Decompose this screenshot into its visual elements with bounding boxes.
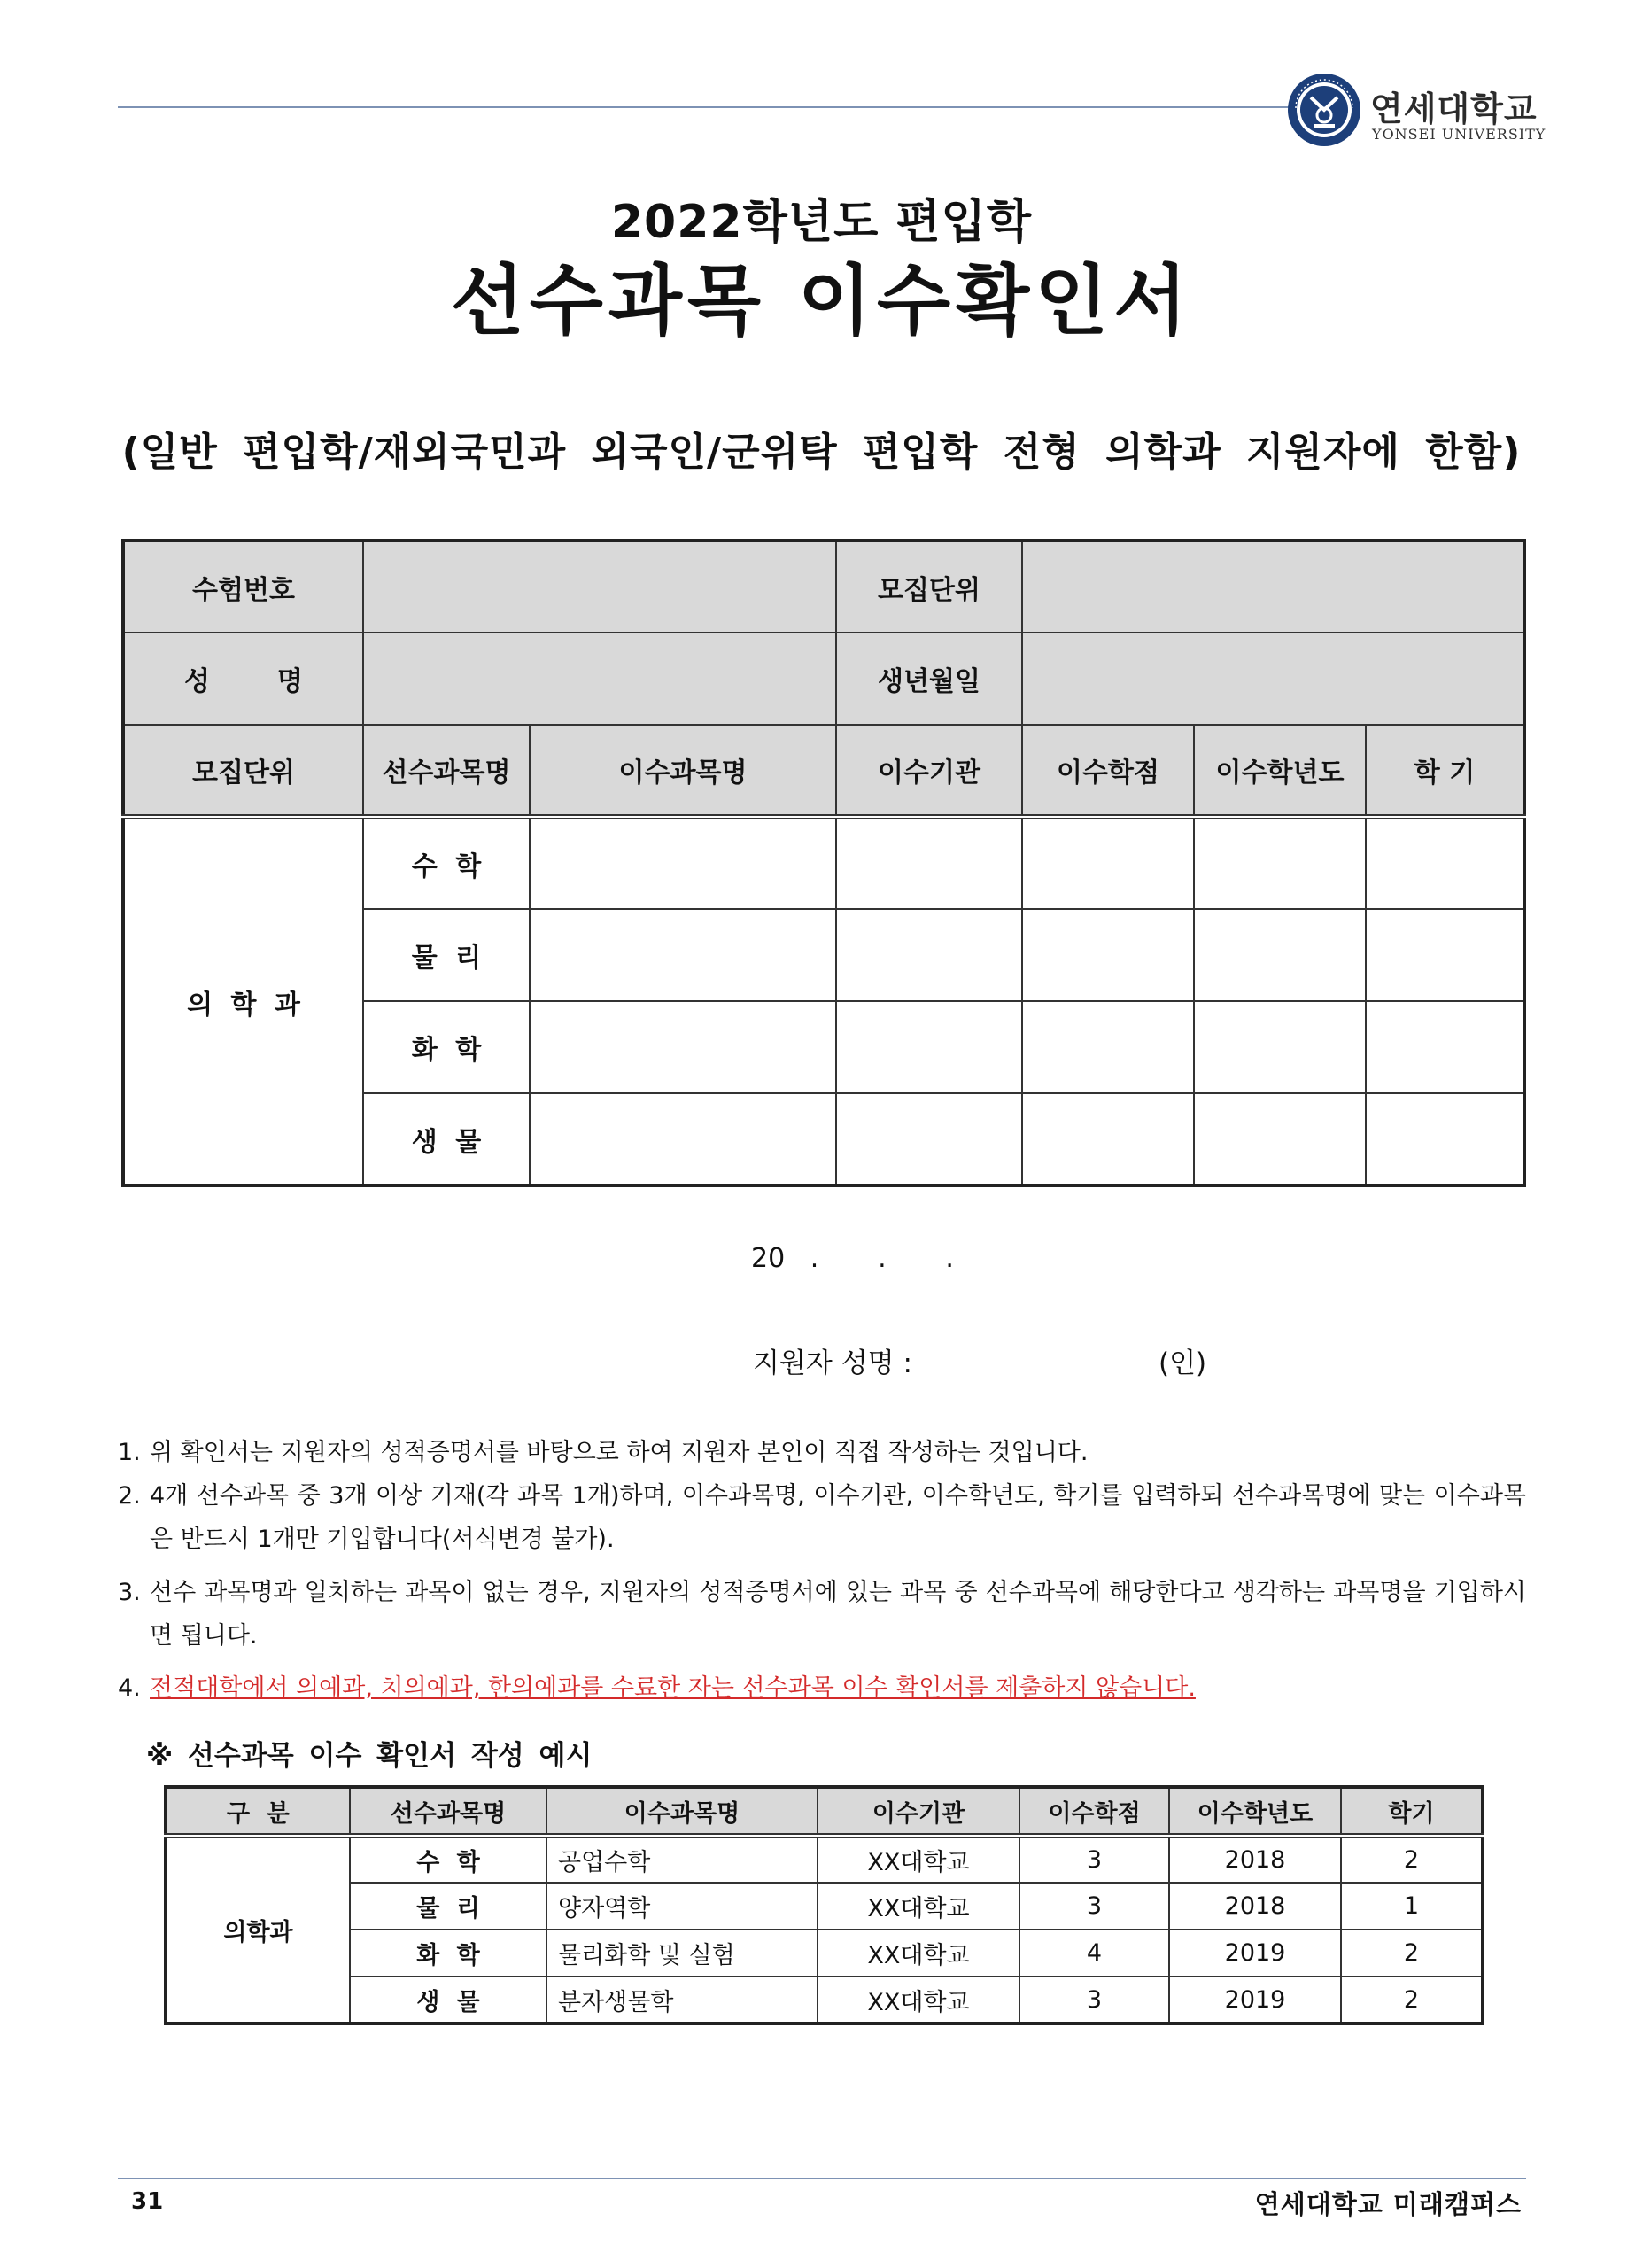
university-name: 연세대학교 — [1370, 89, 1538, 128]
label-name-part2: 명 — [277, 666, 303, 697]
example-year: 2018 — [1169, 1836, 1341, 1883]
note-number: 2. — [118, 1482, 141, 1510]
form-row-name — [123, 633, 1524, 725]
table-row — [166, 1836, 1483, 1883]
year-field[interactable] — [1194, 909, 1366, 1001]
table-row — [166, 1883, 1483, 1930]
credits-field[interactable] — [1022, 909, 1194, 1001]
example-col-year: 이수학년도 — [1169, 1787, 1341, 1836]
table-row — [166, 1930, 1483, 1977]
label-recruit-unit: 모집단위 — [836, 540, 1022, 633]
example-table — [164, 1785, 1484, 2025]
note-3 — [118, 1571, 1526, 1658]
example-credits: 3 — [1019, 1836, 1169, 1883]
institution-field[interactable] — [836, 1093, 1022, 1185]
note-text-warning: 전적대학에서 의예과, 치의예과, 한의예과를 수료한 자는 선수과목 이수 확인서를 제출하지 않습니다. — [150, 1674, 1196, 1702]
note-4-warning — [118, 1666, 1526, 1710]
form-column-header — [123, 725, 1524, 817]
example-course: 공업수학 — [546, 1836, 818, 1883]
subject-chemistry: 화 학 — [363, 1001, 530, 1093]
note-text: 4개 선수과목 중 3개 이상 기재(각 과목 1개)하며, 이수과목명, 이수기관, 이수학년도, 학기를 입력하되 선수과목명에 맞는 이수과목은 반드시 1개만 기입합니다(서식변경 불가). — [150, 1482, 1526, 1553]
label-birthdate: 생년월일 — [836, 633, 1022, 725]
example-course: 물리화학 및 실험 — [546, 1930, 818, 1977]
example-semester: 2 — [1341, 1977, 1483, 2023]
subject-math: 수 학 — [363, 817, 530, 909]
recruit-unit-field[interactable] — [1022, 540, 1524, 633]
example-course: 분자생물학 — [546, 1977, 818, 2023]
col-institution: 이수기관 — [836, 725, 1022, 817]
example-year: 2019 — [1169, 1977, 1341, 2023]
date-line[interactable]: 20 . . . — [751, 1243, 954, 1274]
page-number: 31 — [131, 2188, 164, 2215]
col-credits: 이수학점 — [1022, 725, 1194, 817]
example-institution: XX대학교 — [818, 1977, 1019, 2023]
university-seal-logo — [1287, 73, 1361, 147]
name-field[interactable] — [363, 633, 836, 725]
note-2 — [118, 1474, 1526, 1561]
seal-mark: (인) — [1159, 1348, 1207, 1379]
example-credits: 3 — [1019, 1977, 1169, 2023]
page-title: 선수과목 이수확인서 — [450, 257, 1193, 346]
title-year: 2022학년도 편입학 — [610, 196, 1033, 249]
course-name-field[interactable] — [530, 1001, 836, 1093]
example-subject: 생 물 — [350, 1977, 546, 2023]
department-cell: 의 학 과 — [123, 817, 363, 1185]
institution-field[interactable] — [836, 909, 1022, 1001]
semester-field[interactable] — [1366, 1093, 1524, 1185]
exam-number-field[interactable] — [363, 540, 836, 633]
course-name-field[interactable] — [530, 1093, 836, 1185]
subject-physics: 물 리 — [363, 909, 530, 1001]
col-semester: 학 기 — [1366, 725, 1524, 817]
col-course-name: 이수과목명 — [530, 725, 836, 817]
example-institution: XX대학교 — [818, 1836, 1019, 1883]
semester-field[interactable] — [1366, 817, 1524, 909]
col-year: 이수학년도 — [1194, 725, 1366, 817]
semester-field[interactable] — [1366, 1001, 1524, 1093]
example-header-row — [166, 1787, 1483, 1836]
table-row — [166, 1977, 1483, 2023]
note-number: 1. — [118, 1439, 141, 1466]
course-name-field[interactable] — [530, 909, 836, 1001]
note-text: 선수 과목명과 일치하는 과목이 없는 경우, 지원자의 성적증명서에 있는 과목 중 선수과목에 해당한다고 생각하는 과목명을 기입하시면 됩니다. — [150, 1579, 1526, 1650]
label-exam-number: 수험번호 — [123, 540, 363, 633]
note-1 — [118, 1431, 1526, 1474]
example-year: 2018 — [1169, 1883, 1341, 1930]
example-semester: 2 — [1341, 1836, 1483, 1883]
footer-rule — [118, 2178, 1526, 2179]
example-col-institution: 이수기관 — [818, 1787, 1019, 1836]
applicant-name-label: 지원자 성명 : — [753, 1348, 912, 1379]
example-credits: 3 — [1019, 1883, 1169, 1930]
example-col-semester: 학기 — [1341, 1787, 1483, 1836]
header-rule — [118, 106, 1289, 108]
year-field[interactable] — [1194, 817, 1366, 909]
institution-field[interactable] — [836, 1001, 1022, 1093]
label-name-part1: 성 — [184, 666, 210, 697]
example-col-prereq: 선수과목명 — [350, 1787, 546, 1836]
example-col-category: 구 분 — [166, 1787, 350, 1836]
footer-campus-name: 연세대학교 미래캠퍼스 — [1254, 2189, 1522, 2219]
form-row-math — [123, 817, 1524, 909]
subject-biology: 생 물 — [363, 1093, 530, 1185]
year-field[interactable] — [1194, 1001, 1366, 1093]
example-subject: 화 학 — [350, 1930, 546, 1977]
credits-field[interactable] — [1022, 1093, 1194, 1185]
example-semester: 2 — [1341, 1930, 1483, 1977]
birthdate-field[interactable] — [1022, 633, 1524, 725]
example-col-credits: 이수학점 — [1019, 1787, 1169, 1836]
example-department: 의학과 — [166, 1836, 350, 2023]
example-credits: 4 — [1019, 1930, 1169, 1977]
note-number: 3. — [118, 1579, 141, 1606]
label-name — [123, 633, 363, 725]
example-title: ※ 선수과목 이수 확인서 작성 예시 — [146, 1740, 593, 1772]
credits-field[interactable] — [1022, 1001, 1194, 1093]
example-subject: 수 학 — [350, 1836, 546, 1883]
example-col-course: 이수과목명 — [546, 1787, 818, 1836]
form-row-exam — [123, 540, 1524, 633]
example-institution: XX대학교 — [818, 1930, 1019, 1977]
example-subject: 물 리 — [350, 1883, 546, 1930]
university-name-en: YONSEI UNIVERSITY — [1372, 126, 1546, 143]
example-course: 양자역학 — [546, 1883, 818, 1930]
note-text: 위 확인서는 지원자의 성적증명서를 바탕으로 하여 지원자 본인이 직접 작성하는 것입니다. — [150, 1439, 1089, 1466]
semester-field[interactable] — [1366, 909, 1524, 1001]
institution-field[interactable] — [836, 817, 1022, 909]
page-subtitle: (일반 편입학/재외국민과 외국인/군위탁 편입학 전형 의학과 지원자에 한함) — [121, 430, 1522, 475]
example-institution: XX대학교 — [818, 1883, 1019, 1930]
example-semester: 1 — [1341, 1883, 1483, 1930]
example-year: 2019 — [1169, 1930, 1341, 1977]
credits-field[interactable] — [1022, 817, 1194, 909]
col-prereq-subject: 선수과목명 — [363, 725, 530, 817]
prerequisite-form-table — [121, 539, 1526, 1187]
year-field[interactable] — [1194, 1093, 1366, 1185]
col-recruit-unit: 모집단위 — [123, 725, 363, 817]
course-name-field[interactable] — [530, 817, 836, 909]
note-number: 4. — [118, 1674, 141, 1702]
